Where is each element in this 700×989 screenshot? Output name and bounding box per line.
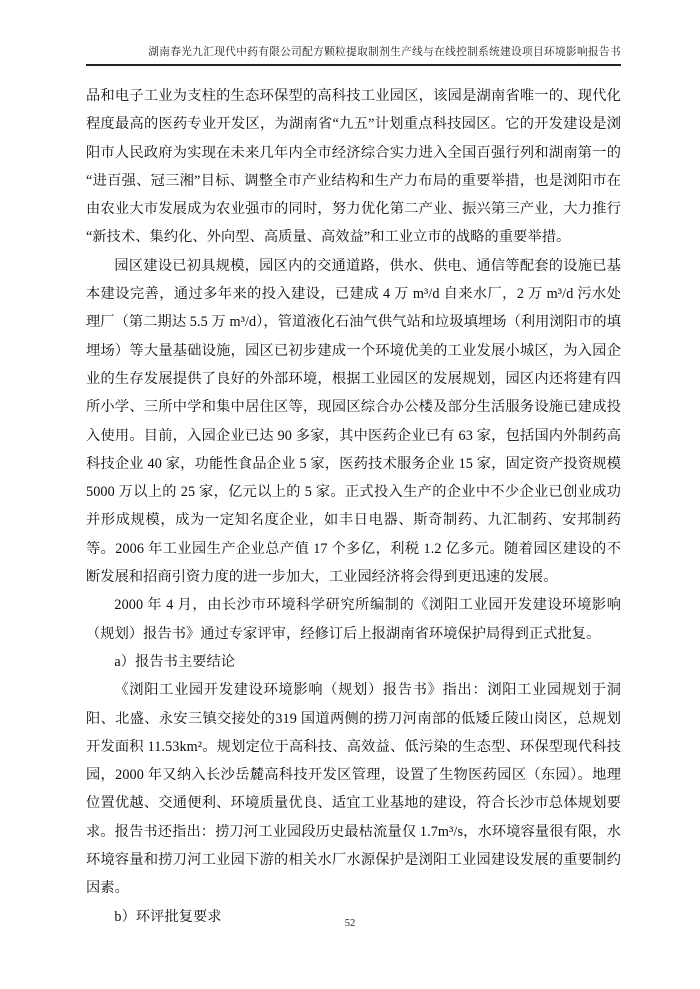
page-number: 52 (344, 918, 356, 929)
paragraph-continuation: 品和电子工业为支柱的生态环保型的高科技工业园区，该园是湖南省唯一的、现代化程度最高的医药专业开发区，为湖南省“九五”计划重点科技园区。它的开发建设是浏阳市人民政府为实现在未来几年内全市经济综合实力进入全国百强行列和湖南第一的“进百强、冠三湘”目标、调整全市产业结构和生产力布局的重要举措，也是浏阳市在由农业大市发展成为农业强市的同时，努力优化第二产业、振兴第三产业，大力推行“新技术、集约化、外向型、高质量、高效益”和工业立市的战略的重要举措。 (86, 88, 621, 246)
document-body (86, 82, 621, 931)
paragraph-report-details: 《浏阳工业园开发建设环境影响（规划）报告书》指出：浏阳工业园规划于洞阳、北盛、永安三镇交接处的319 国道两侧的捞刀河南部的低矮丘陵山岗区，总规划开发面积 11.53km²。规划定位于高科技、高效益、低污染的生态型、环保型现代科技园，2000 年又纳入长沙岳麓高科技开发区管理，设置了生物医药园区（东园）。地理位置优越、交通便利、环境质量优良、适宜工业基地的建设，符合长沙市总体规划要求。报告书还指出：捞刀河工业园段历史最枯流量仅 1.7m³/s，水环境容量很有限，水环境容量和捞刀河工业园下游的相关水厂水源保护是浏阳工业园建设发展的重要制约因素。 (86, 682, 621, 897)
paragraph-eia-approval: 2000 年 4 月，由长沙市环境科学研究所编制的《浏阳工业园开发建设环境影响（规划）报告书》通过专家评审，经修订后上报湖南省环境保护局得到正式批复。 (86, 597, 621, 642)
page-header (86, 0, 621, 66)
heading-report-conclusions: a）报告书主要结论 (114, 653, 236, 670)
header-title: 湖南春光九汇现代中药有限公司配方颗粒提取制剂生产线与在线控制系统建设项目环境影响报告书 (86, 46, 621, 66)
page-footer (0, 918, 700, 929)
paragraph-park-construction: 园区建设已初具规模，园区内的交通道路，供水、供电、通信等配套的设施已基本建设完善，通过多年来的投入建设，已建成 4 万 m³/d 自来水厂，2 万 m³/d 污水处理厂（第二期达 5.5 万 m³/d），管道液化石油气供气站和垃圾填埋场（利用浏阳市的填埋场）等大量基础设施，园区已初步建成一个环境优美的工业发展小城区，为入园企业的生存发展提供了良好的外部环境，根据工业园区的发展规划，园区内还将建有四所小学、三所中学和集中居住区等，现园区综合办公楼及部分生活服务设施已建成投入使用。目前，入园企业已达 90 多家，其中医药企业已有 63 家，包括国内外制药高科技企业 40 家，功能性食品企业 5 家，医药技术服务企业 15 家，固定资产投资规模 5000 万以上的 25 家，亿元以上的 5 家。正式投入生产的企业中不少企业已创业成功并形成规模，成为一定知名度企业，如丰日电器、斯奇制药、九汇制药、安邦制药等。2006 年工业园生产企业总产值 17 个多亿，利税 1.2 亿多元。随着园区建设的不断发展和招商引资力度的进一步加大，工业园经济将会得到更迅速的发展。 (86, 257, 621, 586)
heading-approval-requirements: b）环评批复要求 (114, 908, 222, 925)
